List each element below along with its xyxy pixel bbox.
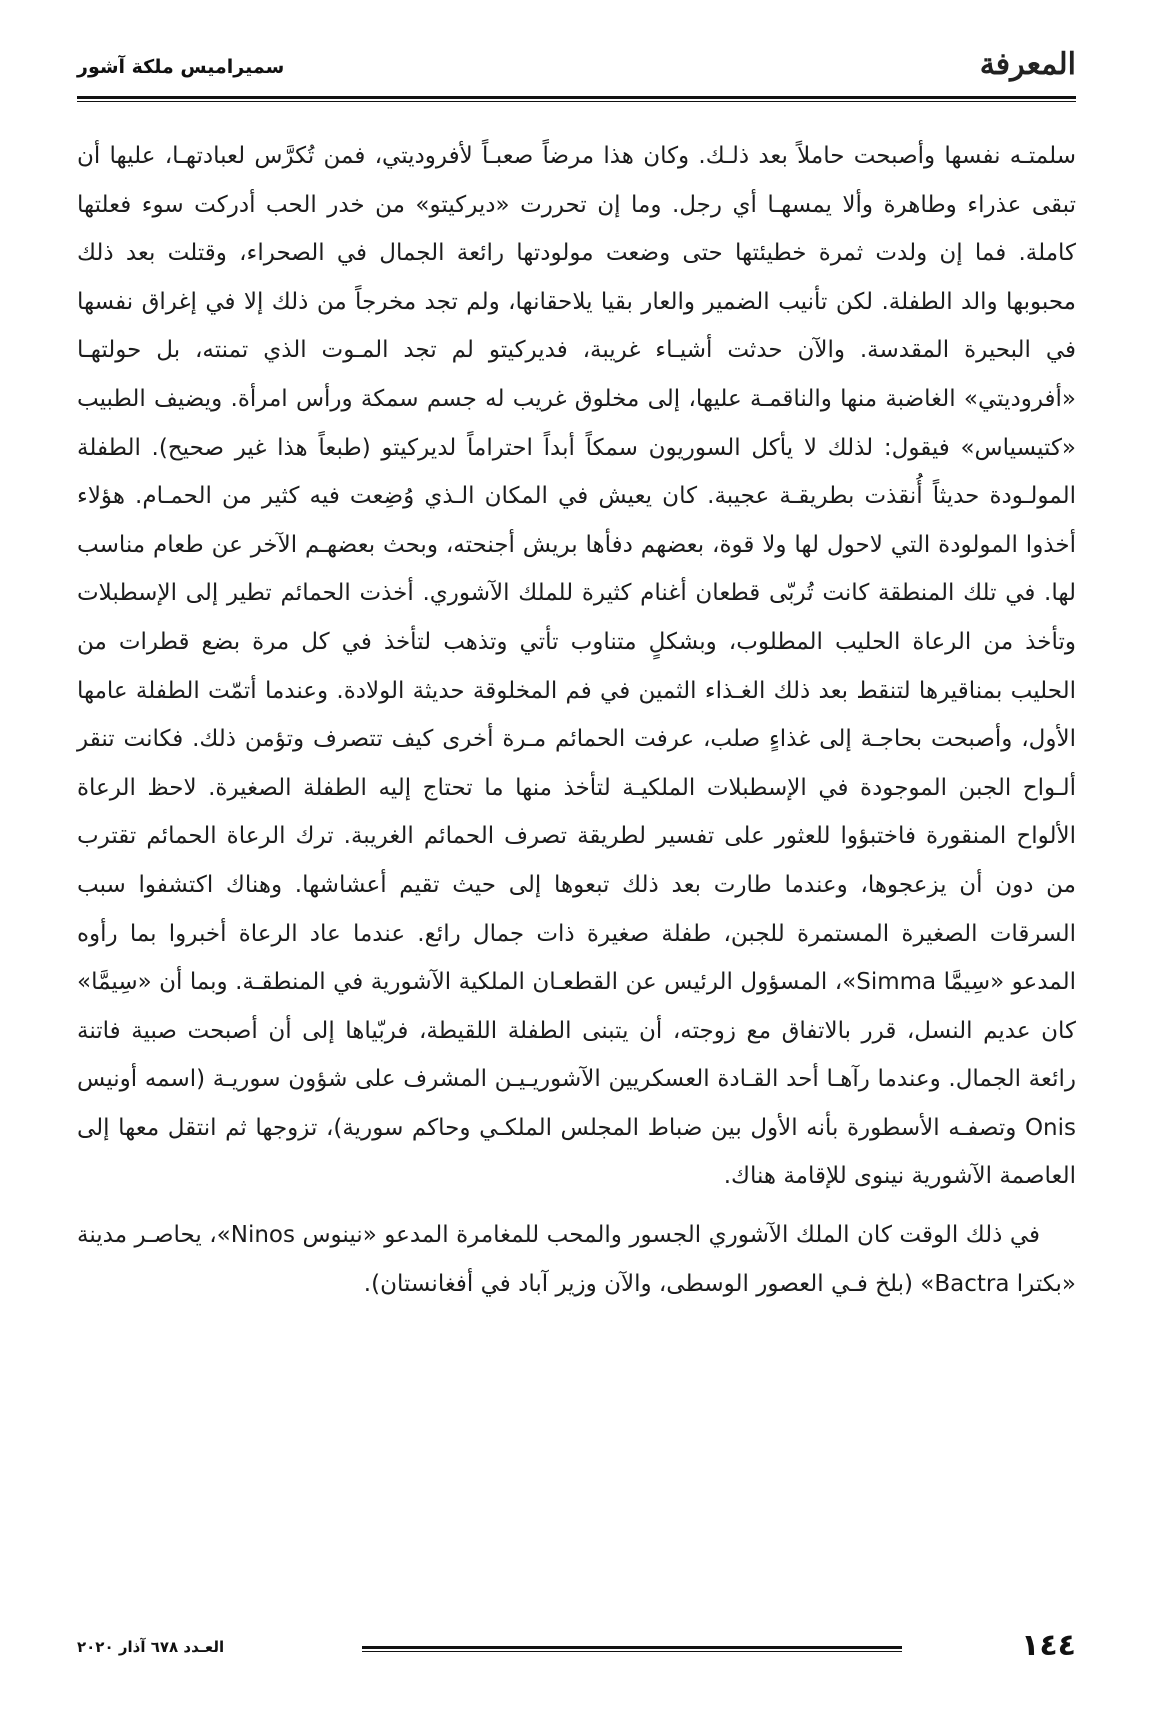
article-body [77,132,1076,1308]
page-header [77,40,1076,102]
article-running-title: سميراميس ملكة آشور [77,56,285,78]
magazine-logo: المعرفة [979,47,1076,82]
page-number: ١٤٤ [1021,1628,1076,1663]
paragraph-2: في ذلك الوقت كان الملك الآشوري الجسور والمحب للمغامرة المدعو «نينوس Ninos»، يحاصـر مدينة «بكترا Bactra» (بلخ فـي العصور الوسطى، والآن وزير آباد في أفغانستان). [77,1222,1076,1297]
footer-divider [362,1646,902,1652]
paragraph-1: سلمتـه نفسها وأصبحت حاملاً بعد ذلـك. وكان هذا مرضاً صعبـاً لأفروديتي، فمن تُكرَّس لعبادتهـا، عليها أن تبقى عذراء وطاهرة وألا يمسهـا أي رجل. وما إن تحررت «ديركيتو» من خدر الحب أدركت سوء فعلتها كاملة. فما إن ولدت ثمرة خطيئتها حتى وضعت مولودتها رائعة الجمال في الصحراء، وقتلت بعد ذلك محبوبها والد الطفلة. لكن تأنيب الضمير والعار بقيا يلاحقانها، ولم تجد مخرجاً من ذلك إلا في إغراق نفسها في البحيرة المقدسة. والآن حدثت أشيـاء غريبة، فديركيتو لم تجد المـوت الذي تمنته، بل حولتهـا «أفروديتي» الغاضبة منها والناقمـة عليها، إلى مخلوق غريب له جسم سمكة ورأس امرأة. ويضيف الطبيب «كتيسياس» فيقول: لذلك لا يأكل السوريون سمكاً أبداً احتراماً لديركيتو (طبعاً هذا غير صحيح). الطفلة المولـودة حديثاً أُنقذت بطريقـة عجيبة. كان يعيش في المكان الـذي وُضِعت فيه كثير من الحمـام. هؤلاء أخذوا المولودة التي لاحول لها ولا قوة، بعضهم دفأها بريش أجنحته، وبحث بعضهـم الآخر عن طعام مناسب لها. في تلك المنطقة كانت تُربّى قطعان أغنام كثيرة للملك الآشوري. أخذت الحمائم تطير إلى الإسطبلات وتأخذ من الرعاة الحليب المطلوب، وبشكلٍ متناوب تأتي وتذهب لتأخذ في كل مرة بضع قطرات من الحليب بمناقيرها لتنقط بعد ذلك الغـذاء الثمين في فم المخلوقة حديثة الولادة. وعندما أتمّت الطفلة عامها الأول، وأصبحت بحاجـة إلى غذاءٍ صلب، عرفت الحمائم مـرة أخرى كيف تتصرف وتؤمن ذلك. فكانت تنقر ألـواح الجبن الموجودة في الإسطبلات الملكيـة لتأخذ منها ما تحتاج إليه الطفلة الصغيرة. لاحظ الرعاة الألواح المنقورة فاختبؤوا للعثور على تفسير لطريقة تصرف الحمائم الغريبة. ترك الرعاة الحمائم تقترب من دون أن يزعجوها، وعندما طارت بعد ذلك تبعوها إلى حيث تقيم أعشاشها. وهناك اكتشفوا سبب السرقات الصغيرة المستمرة للجبن، طفلة صغيرة ذات جمال رائع. عندما عاد الرعاة أخبروا بما رأوه المدعو «سِيمَّا Simma»، المسؤول الرئيس عن القطعـان الملكية الآشورية في المنطقـة. وبما أن «سِيمَّا» كان عديم النسل، قرر بالاتفاق مع زوجته، أن يتبنى الطفلة اللقيطة، فربّياها إلى أن أصبحت صبية فاتنة رائعة الجمال. وعندما رآهـا أحد القـادة العسكريين الآشوريـيـن المشرف على شؤون سوريـة (اسمه أونيس Onis وتصفـه الأسطورة بأنه الأول بين ضباط المجلس الملكـي وحاكم سورية)، تزوجها ثم انتقل معها إلى العاصمة الآشورية نينوى للإقامة هناك. [77,143,1076,1190]
header-divider [77,96,1076,102]
page-footer [77,1628,1076,1672]
issue-info: العـدد ٦٧٨ آذار ٢٠٢٠ [77,1638,225,1656]
